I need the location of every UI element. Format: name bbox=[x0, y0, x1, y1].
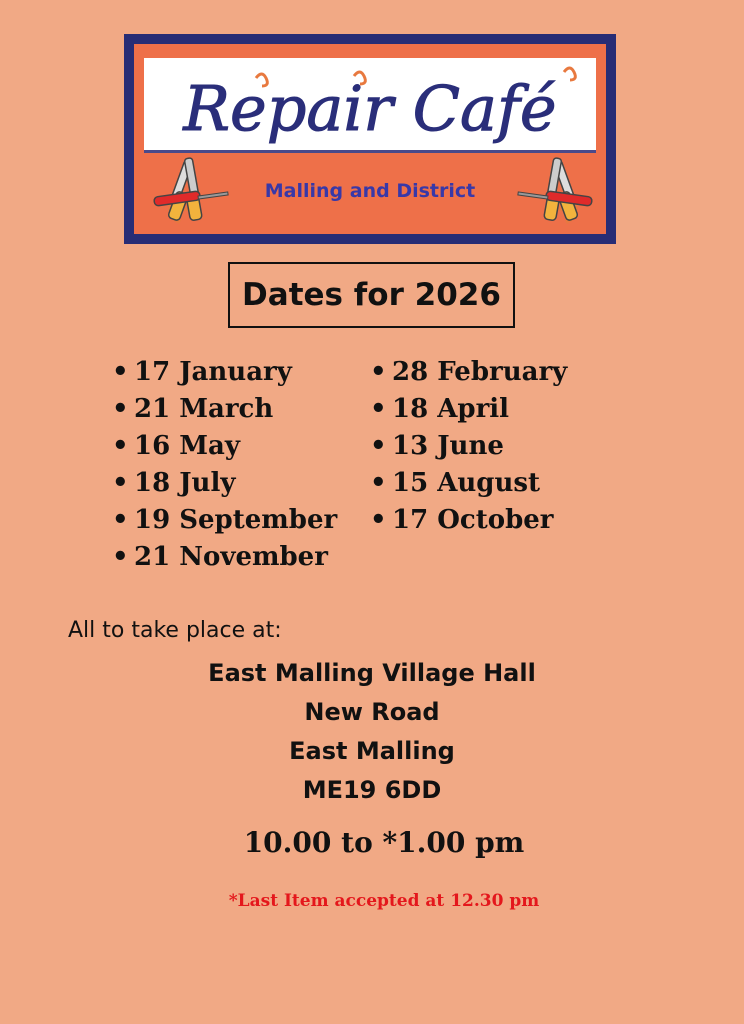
tools-icon-left bbox=[150, 152, 234, 232]
logo-panel bbox=[134, 44, 606, 234]
venue-intro: All to take place at: bbox=[68, 618, 282, 643]
venue-address bbox=[0, 654, 744, 810]
date-item: • 17 January bbox=[112, 354, 337, 391]
date-item: • 16 May bbox=[112, 428, 337, 465]
date-item: • 28 February bbox=[370, 354, 567, 391]
date-item: • 21 March bbox=[112, 391, 337, 428]
venue-town: East Malling bbox=[289, 737, 455, 765]
venue-name: East Malling Village Hall bbox=[208, 659, 536, 687]
tools-icon-right bbox=[512, 152, 596, 232]
date-item: • 19 September bbox=[112, 502, 337, 539]
dates-list-left bbox=[112, 354, 337, 576]
venue-postcode: ME19 6DD bbox=[302, 776, 442, 804]
opening-time: 10.00 to *1.00 pm bbox=[243, 826, 525, 859]
logo-title-panel bbox=[144, 58, 596, 153]
logo-title: Repair Café bbox=[183, 72, 557, 145]
date-item: • 15 August bbox=[370, 465, 567, 502]
last-item-note: *Last Item accepted at 12.30 pm bbox=[228, 891, 540, 911]
date-item: • 13 June bbox=[370, 428, 567, 465]
venue-street: New Road bbox=[304, 698, 440, 726]
dates-heading: Dates for 2026 bbox=[228, 262, 515, 328]
date-item: • 18 July bbox=[112, 465, 337, 502]
date-item: • 17 October bbox=[370, 502, 567, 539]
date-item: • 18 April bbox=[370, 391, 567, 428]
logo-title-svg bbox=[144, 58, 596, 150]
swirl-icon bbox=[564, 68, 575, 80]
logo-subtitle: Malling and District bbox=[264, 180, 476, 202]
repair-cafe-logo bbox=[124, 34, 616, 244]
dates-list-right bbox=[370, 354, 567, 539]
date-item: • 21 November bbox=[112, 539, 337, 576]
